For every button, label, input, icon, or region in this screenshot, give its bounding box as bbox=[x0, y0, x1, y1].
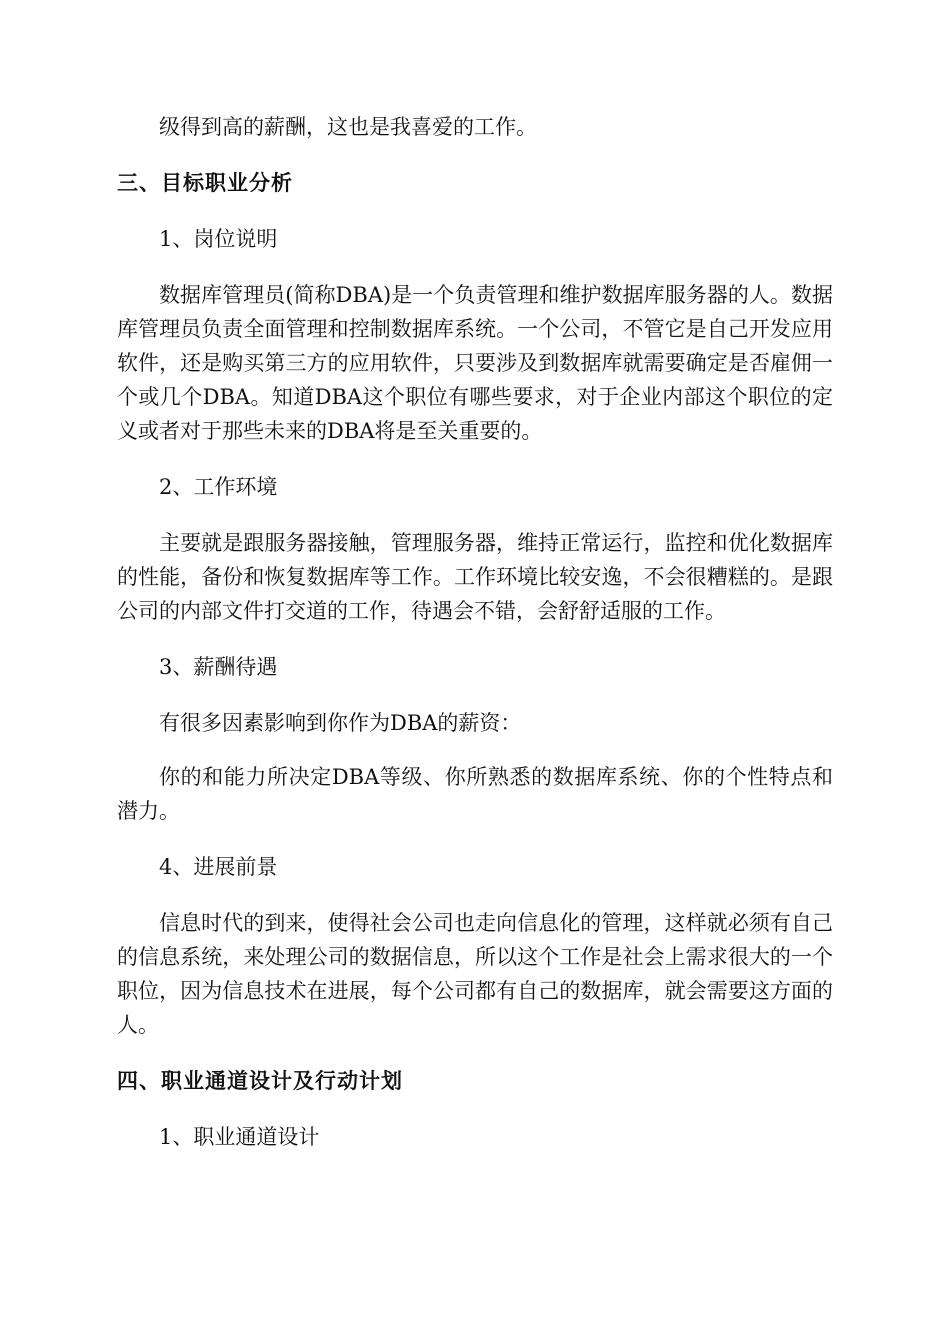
section-heading-career-path: 四、职业通道设计及行动计划 bbox=[117, 1069, 403, 1093]
subheading-prospects: 4、进展前景 bbox=[159, 855, 278, 879]
document-content bbox=[117, 110, 833, 1154]
paragraph-prospects: 信息时代的到来，使得社会公司也走向信息化的管理，这样就必须有自己的信息系统，来处理公司的数据信息，所以这个工作是社会上需求很大的一个职位，因为信息技术在进展，每个公司都有自己的数据库，就会需要这方面的人。 bbox=[117, 911, 833, 1037]
paragraph-salary-intro: 有很多因素影响到你作为DBA的薪资： bbox=[159, 711, 522, 735]
continuation-paragraph: 级得到高的薪酬，这也是我喜爱的工作。 bbox=[159, 115, 537, 139]
paragraph-salary-factors: 你的和能力所决定DBA等级、你所熟悉的数据库系统、你的个性特点和潜力。 bbox=[117, 765, 833, 823]
subheading-work-environment: 2、工作环境 bbox=[159, 475, 278, 499]
paragraph-work-environment: 主要就是跟服务器接触，管理服务器，维持正常运行，监控和优化数据库的性能，备份和恢复数据库等工作。工作环境比较安逸，不会很糟糕的。是跟公司的内部文件打交道的工作，待遇会不错，会舒舒适服的工作。 bbox=[117, 531, 833, 623]
section-heading-career-analysis: 三、目标职业分析 bbox=[117, 171, 293, 195]
subheading-career-path-design: 1、职业通道设计 bbox=[159, 1125, 320, 1149]
paragraph-job-description: 数据库管理员(简称DBA)是一个负责管理和维护数据库服务器的人。数据库管理员负责全面管理和控制数据库系统。一个公司，不管它是自己开发应用软件，还是购买第三方的应用软件，只要涉及到数据库就需要确定是否雇佣一个或几个DBA。知道DBA这个职位有哪些要求，对于企业内部这个职位的定义或者对于那些未来的DBA将是至关重要的。 bbox=[117, 283, 833, 443]
subheading-salary: 3、薪酬待遇 bbox=[159, 655, 278, 679]
subheading-job-description: 1、岗位说明 bbox=[159, 227, 278, 251]
